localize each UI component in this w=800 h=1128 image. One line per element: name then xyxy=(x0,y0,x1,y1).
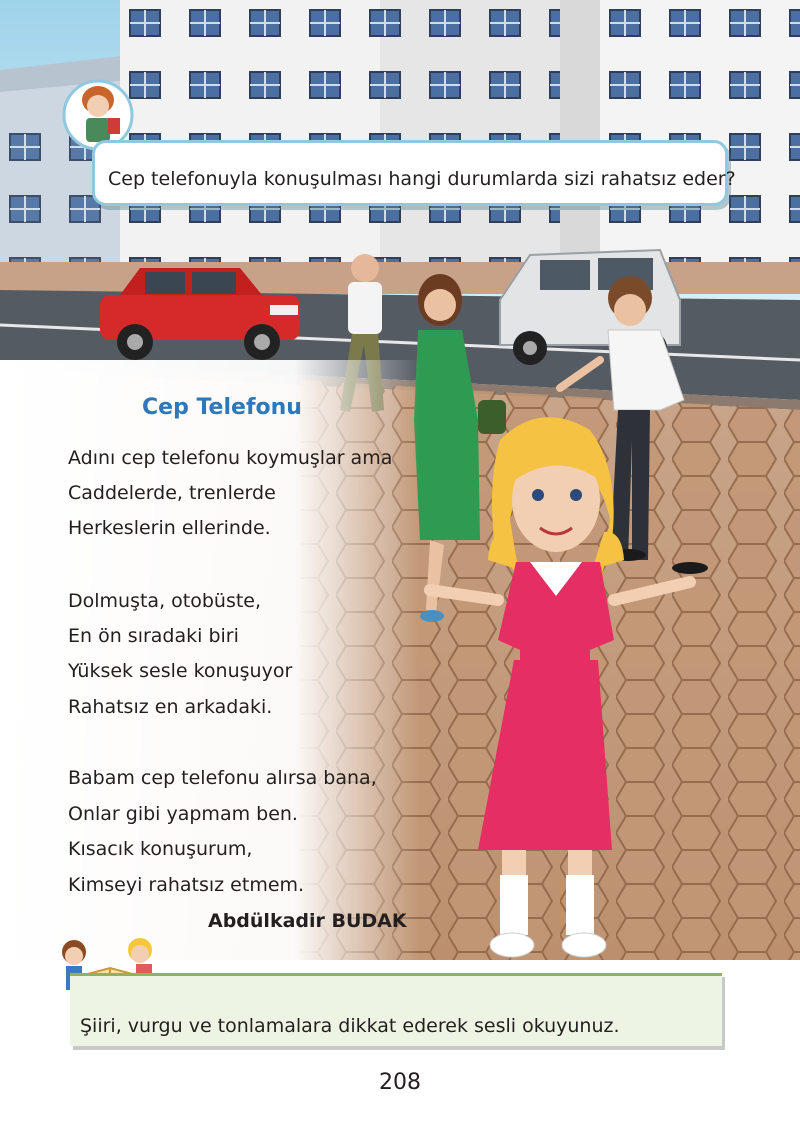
poem-line: Herkeslerin ellerinde. xyxy=(68,517,271,539)
task-instruction: Şiiri, vurgu ve tonlamalara dikkat ederek sesli okuyunuz. xyxy=(80,1015,620,1037)
poem-author: Abdülkadir BUDAK xyxy=(208,910,407,932)
poem-line: En ön sıradaki biri xyxy=(68,625,239,647)
question-text: Cep telefonuyla konuşulması hangi durumlarda sizi rahatsız eder? xyxy=(108,168,736,190)
poem-line: Kısacık konuşurum, xyxy=(68,838,253,860)
poem-line: Adını cep telefonu koymuşlar ama xyxy=(68,447,393,469)
poem-line: Dolmuşta, otobüste, xyxy=(68,590,262,612)
poem-title: Cep Telefonu xyxy=(142,395,302,420)
poem-line: Onlar gibi yapmam ben. xyxy=(68,803,298,825)
poem-line: Babam cep telefonu alırsa bana, xyxy=(68,767,377,789)
page-number: 208 xyxy=(379,1070,421,1095)
girl-avatar-icon xyxy=(64,81,132,149)
poem-line: Caddelerde, trenlerde xyxy=(68,482,276,504)
poem-line: Rahatsız en arkadaki. xyxy=(68,696,273,718)
poem-line: Yüksek sesle konuşuyor xyxy=(68,660,293,682)
poem-line: Kimseyi rahatsız etmem. xyxy=(68,874,305,896)
